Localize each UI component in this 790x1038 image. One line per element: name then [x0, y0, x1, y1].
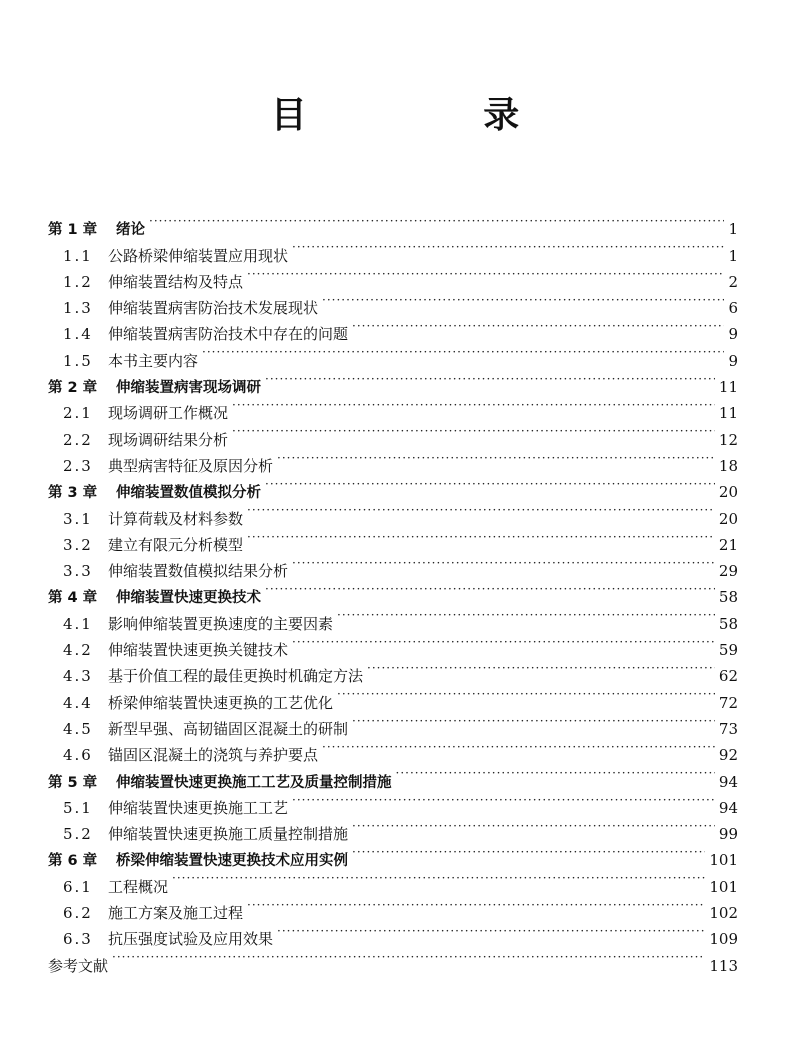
toc-page-number: 58	[718, 614, 738, 633]
toc-references-entry[interactable]	[48, 944, 738, 975]
toc-page-number: 12	[718, 430, 738, 449]
toc-entry-title: 建立有限元分析模型	[108, 535, 244, 554]
dot-leader	[337, 681, 715, 707]
dot-leader	[112, 944, 705, 970]
toc-page-number: 94	[718, 772, 738, 791]
dot-leader	[265, 471, 715, 497]
toc-entry-number: 1.2	[63, 272, 93, 291]
toc-entry-number: 1.5	[63, 351, 93, 370]
toc-page-number: 20	[718, 509, 738, 528]
toc-entry-title: 公路桥梁伸缩装置应用现状	[108, 246, 289, 265]
toc-page-number: 72	[718, 693, 738, 712]
dot-leader	[277, 918, 705, 944]
toc-entry-title: 伸缩装置快速更换施工工艺	[108, 798, 289, 817]
toc-entry-number: 1.3	[63, 299, 93, 318]
dot-leader	[265, 576, 715, 602]
toc-page-number: 58	[718, 588, 738, 607]
dot-leader	[247, 892, 705, 918]
dot-leader	[292, 550, 715, 576]
toc-page-number: 62	[718, 667, 738, 686]
toc-page-number: 73	[718, 719, 738, 738]
toc-entry-number: 4.2	[63, 641, 93, 660]
table-of-contents	[48, 208, 738, 975]
toc-page-number: 92	[718, 746, 738, 765]
toc-page-number: 99	[718, 825, 738, 844]
toc-entry-title: 本书主要内容	[108, 351, 199, 370]
toc-entry-title: 现场调研工作概况	[108, 404, 229, 423]
toc-entry-number: 第 3 章	[48, 485, 98, 502]
toc-entry-title: 伸缩装置快速更换施工质量控制措施	[108, 825, 349, 844]
toc-entry-title: 伸缩装置快速更换技术	[116, 590, 261, 607]
toc-page-number: 1	[728, 246, 738, 265]
toc-entry-number: 2.3	[63, 456, 93, 475]
toc-page-number: 101	[709, 877, 738, 896]
toc-entry-title: 桥梁伸缩装置快速更换的工艺优化	[108, 693, 334, 712]
toc-entry-number: 4.1	[63, 614, 93, 633]
toc-entry-title: 工程概况	[108, 877, 169, 896]
toc-entry-number: 4.3	[63, 667, 93, 686]
dot-leader	[149, 208, 724, 234]
dot-leader	[277, 445, 715, 471]
dot-leader	[292, 234, 724, 260]
dot-leader	[292, 629, 715, 655]
dot-leader	[367, 655, 715, 681]
toc-entry-title: 伸缩装置快速更换关键技术	[108, 641, 289, 660]
toc-entry-number: 3.2	[63, 535, 93, 554]
dot-leader	[247, 497, 715, 523]
toc-page-number: 1	[728, 220, 738, 239]
toc-entry-number: 2.2	[63, 430, 93, 449]
toc-entry-title: 绪论	[116, 222, 145, 239]
toc-page-number: 109	[709, 930, 738, 949]
toc-chapter-entry[interactable]	[48, 208, 738, 239]
toc-page-number: 9	[728, 351, 738, 370]
toc-entry-title: 桥梁伸缩装置快速更换技术应用实例	[116, 853, 348, 870]
toc-entry-number: 3.3	[63, 562, 93, 581]
toc-entry-title: 新型早强、高韧锚固区混凝土的研制	[108, 719, 349, 738]
toc-entry-number: 6.3	[63, 930, 93, 949]
toc-entry-title: 伸缩装置数值模拟分析	[116, 485, 261, 502]
dot-leader	[247, 524, 715, 550]
dot-leader	[352, 313, 724, 339]
toc-entry-title: 影响伸缩装置更换速度的主要因素	[108, 614, 334, 633]
toc-page-number: 113	[709, 956, 738, 975]
toc-entry-number: 4.4	[63, 693, 93, 712]
dot-leader	[292, 787, 715, 813]
toc-entry-number: 6.2	[63, 904, 93, 923]
toc-entry-title: 典型病害特征及原因分析	[108, 456, 274, 475]
dot-leader	[232, 418, 715, 444]
toc-entry-title: 伸缩装置快速更换施工工艺及质量控制措施	[116, 774, 392, 791]
toc-entry-title: 伸缩装置病害防治技术发展现状	[108, 299, 319, 318]
toc-entry-title: 锚固区混凝土的浇筑与养护要点	[108, 746, 319, 765]
toc-entry-title: 计算荷载及材料参数	[108, 509, 244, 528]
dot-leader	[322, 734, 715, 760]
toc-entry-number: 第 2 章	[48, 380, 98, 397]
toc-page-number: 21	[718, 535, 738, 554]
dot-leader	[265, 366, 715, 392]
toc-section-entry[interactable]	[48, 234, 738, 265]
toc-entry-title: 施工方案及施工过程	[108, 904, 244, 923]
dot-leader	[352, 708, 715, 734]
toc-entry-number: 5.2	[63, 825, 93, 844]
toc-entry-number: 第 6 章	[48, 853, 98, 870]
toc-entry-title: 基于价值工程的最佳更换时机确定方法	[108, 667, 364, 686]
toc-page-number: 6	[728, 299, 738, 318]
toc-entry-number: 6.1	[63, 877, 93, 896]
toc-page-number: 101	[709, 851, 738, 870]
dot-leader	[202, 339, 724, 365]
toc-entry-title: 伸缩装置病害防治技术中存在的问题	[108, 325, 349, 344]
dot-leader	[247, 261, 724, 287]
toc-page-number: 2	[728, 272, 738, 291]
toc-entry-title: 现场调研结果分析	[108, 430, 229, 449]
dot-leader	[322, 287, 724, 313]
toc-entry-number: 3.1	[63, 509, 93, 528]
toc-entry-title: 伸缩装置结构及特点	[108, 272, 244, 291]
toc-entry-title: 参考文献	[48, 956, 109, 975]
toc-entry-title: 抗压强度试验及应用效果	[108, 930, 274, 949]
toc-entry-number: 1.4	[63, 325, 93, 344]
dot-leader	[352, 813, 715, 839]
toc-page-number: 18	[718, 456, 738, 475]
toc-page-number: 11	[718, 404, 738, 423]
toc-page-number: 9	[728, 325, 738, 344]
toc-entry-title: 伸缩装置数值模拟结果分析	[108, 562, 289, 581]
toc-entry-number: 2.1	[63, 404, 93, 423]
toc-page-number: 59	[718, 641, 738, 660]
toc-page-number: 11	[718, 378, 738, 397]
toc-entry-number: 第 4 章	[48, 590, 98, 607]
toc-entry-number: 第 1 章	[48, 222, 98, 239]
toc-entry-number: 5.1	[63, 798, 93, 817]
toc-page-number: 94	[718, 798, 738, 817]
toc-entry-number: 第 5 章	[48, 774, 98, 791]
toc-page-number: 29	[718, 562, 738, 581]
toc-entry-number: 4.5	[63, 719, 93, 738]
toc-entry-title: 伸缩装置病害现场调研	[116, 380, 261, 397]
toc-page-number: 102	[709, 904, 738, 923]
dot-leader	[232, 392, 715, 418]
toc-page-number: 20	[718, 483, 738, 502]
dot-leader	[352, 839, 705, 865]
page-title: 目 录	[270, 95, 602, 136]
dot-leader	[396, 760, 715, 786]
dot-leader	[337, 602, 715, 628]
toc-entry-number: 4.6	[63, 746, 93, 765]
dot-leader	[172, 865, 705, 891]
toc-entry-number: 1.1	[63, 246, 93, 265]
